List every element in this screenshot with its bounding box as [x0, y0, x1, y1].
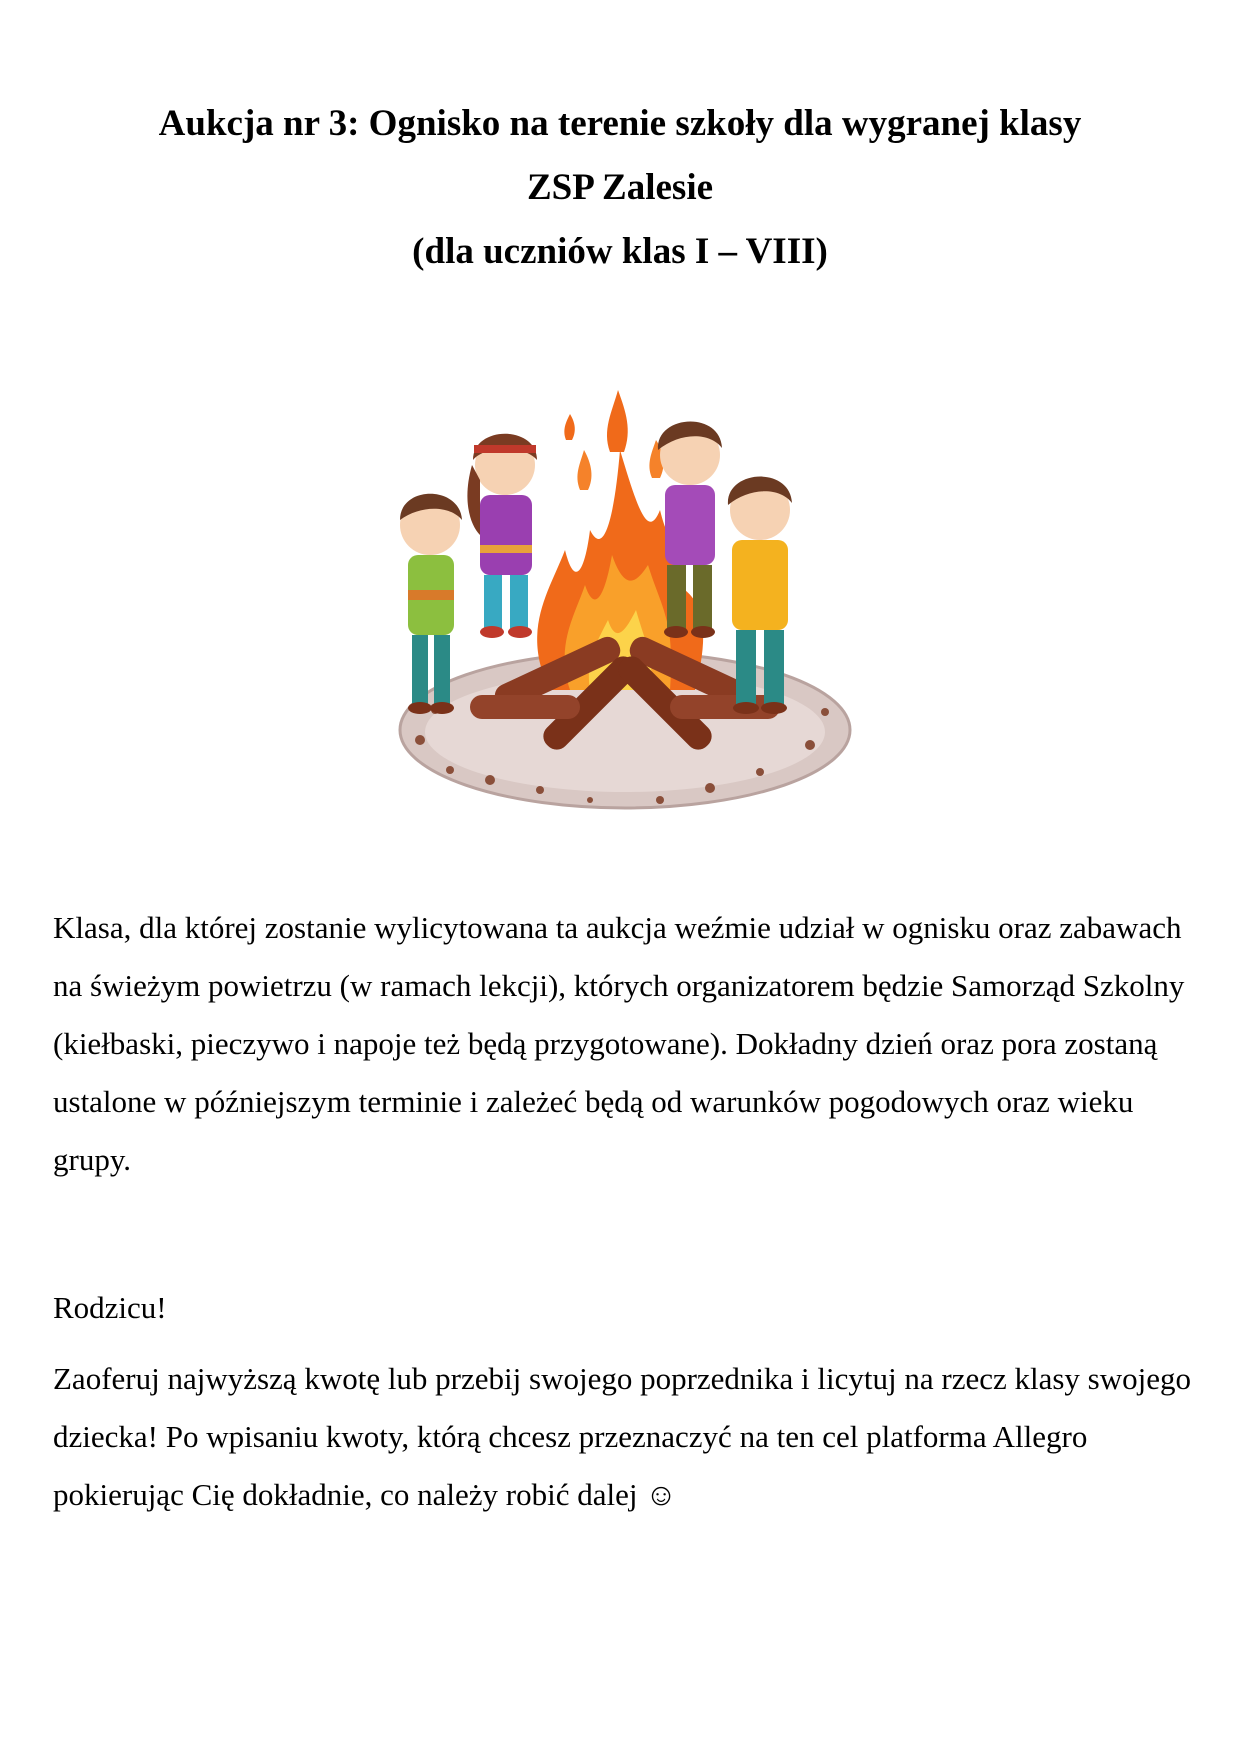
title-line-3: (dla uczniów klas I – VIII): [412, 231, 828, 272]
campfire-illustration: [380, 360, 870, 820]
title-line-2: ZSP Zalesie: [526, 167, 714, 208]
child-girl: [467, 434, 537, 638]
call-to-action-paragraph: Zaoferuj najwyższą kwotę lub przebij swojego poprzednika i licytuj na rzecz klasy swojego dziecka! Po wpisaniu kwoty, którą chcesz przeznaczyć na ten cel platforma Allegro pokierując Cię dokładnie, co należy robić dalej ☺: [53, 1361, 1191, 1512]
document-title: [60, 92, 1180, 284]
greeting-paragraph: Rodzicu!: [53, 1290, 167, 1325]
description-paragraph: Klasa, dla której zostanie wylicytowana ta aukcja weźmie udział w ognisku oraz zabawach na świeżym powietrzu (w ramach lekcji), których organizatorem będzie Samorząd Szkolny (kiełbaski, pieczywo i napoje też będą przygotowane). Dokładny dzień oraz pora zostaną ustalone w późniejszym terminie i zależeć będą od warunków pogodowych oraz wieku grupy.: [53, 910, 1185, 1177]
title-line-1: Aukcja nr 3: Ognisko na terenie szkoły dla wygranej klasy: [158, 103, 1082, 144]
